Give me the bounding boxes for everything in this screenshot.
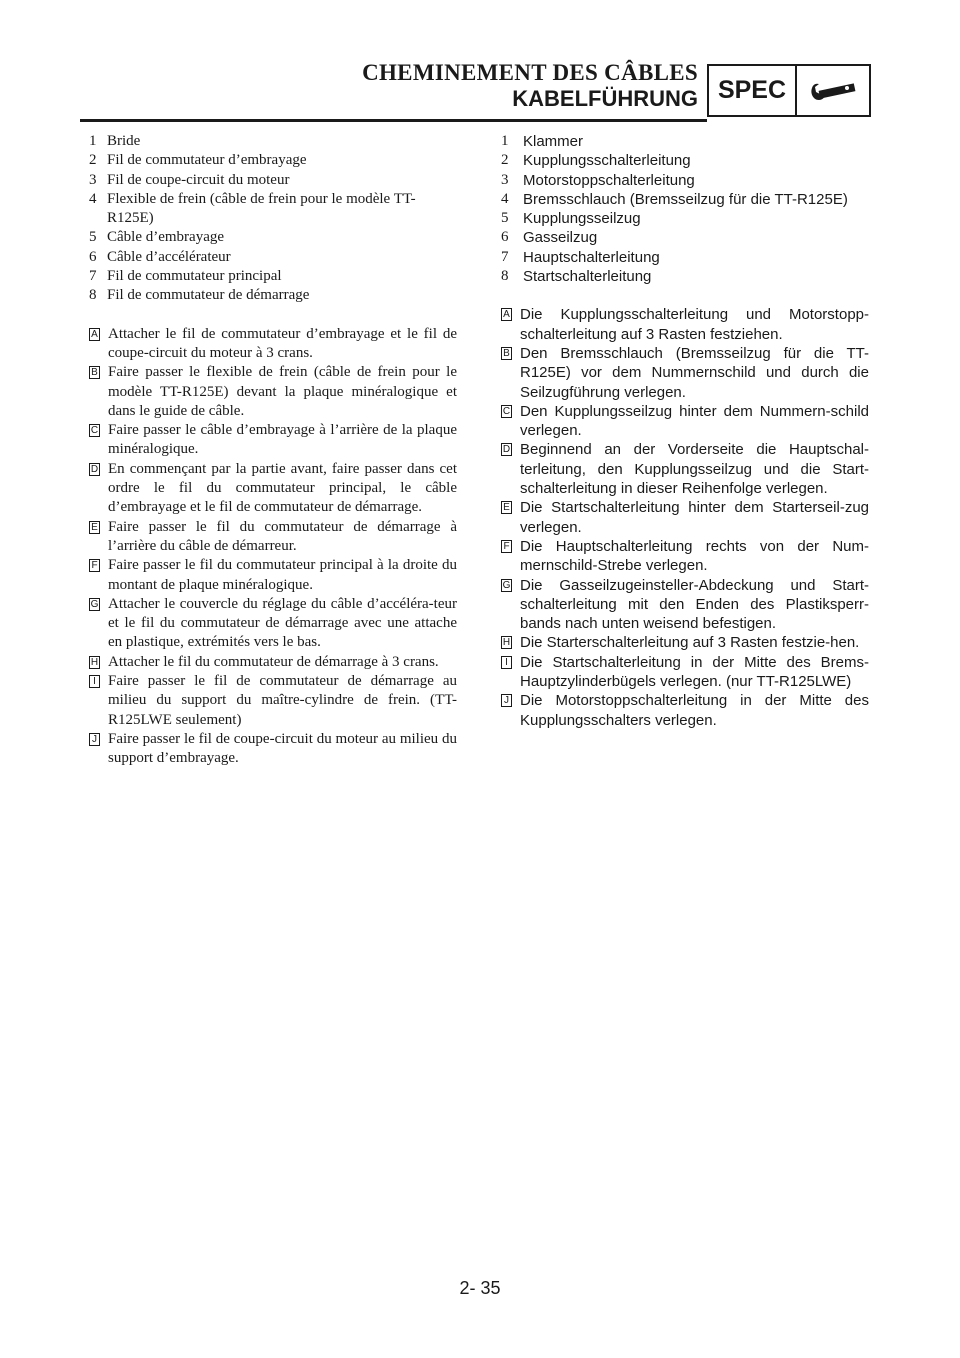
list-item: 8 Fil de commutateur de démarrage — [89, 287, 310, 304]
letter-badge: J — [89, 733, 100, 746]
letter-badge: C — [90, 425, 99, 437]
list-item: 2 Fil de commutateur d’embrayage — [89, 152, 307, 169]
list-item: 1 Bride — [89, 133, 141, 149]
letter-badge: G — [502, 579, 511, 591]
list-item: 3 Motorstoppschalterleitung — [501, 171, 695, 189]
french-parts-list — [89, 132, 457, 306]
letter-badge: F — [89, 559, 100, 572]
letter-badge: J — [501, 694, 512, 707]
letter-badge: H — [502, 637, 511, 649]
letter-badge: I — [501, 656, 512, 669]
french-notes — [89, 325, 457, 769]
list-item: 4 Flexible de frein (câble de frein pour le modèle TT-R125E) — [89, 190, 416, 227]
note-item: B Den Bremsschlauch (Bremsseilzug für die TT-R125E) vor dem Nummernschild und durch die Seilzugführung verlegen. — [501, 344, 869, 402]
list-item: 1 Klammer — [501, 133, 584, 150]
note-item: G Attacher le couvercle du réglage du câble d’accéléra-teur et le fil du commutateur de démarrage avec une attache en plastique, extrémités vers le bas. — [90, 595, 457, 651]
section-title-german: KABELFÜHRUNG — [512, 86, 698, 111]
wrench-icon — [797, 66, 869, 115]
note-item: E Faire passer le fil du commutateur de démarrage à l’arrière du câble de démarreur. — [89, 518, 457, 557]
list-item: 5 Câble d’embrayage — [89, 229, 225, 246]
german-column — [501, 132, 869, 730]
letter-badge: G — [90, 598, 99, 610]
note-item: J Faire passer le fil de coupe-circuit du moteur au milieu du support d’embrayage. — [89, 730, 457, 769]
list-item: 2 Kupplungsschalterleitung — [501, 152, 691, 170]
note-item: D En commençant par la partie avant, faire passer dans cet ordre le fil du commutateur principal, le câble d’embrayage et le fil de commutateur de démarrage. — [90, 460, 457, 516]
note-item: E Die Startschalterleitung hinter dem Starterseil-zug verlegen. — [501, 498, 869, 537]
note-item: I Faire passer le fil de commutateur de démarrage au milieu du support du maître-cylindre de frein. (TT-R125LWE seulement) — [89, 672, 457, 730]
note-item: C Faire passer le câble d’embrayage à l’arrière de la plaque minéralogique. — [90, 422, 457, 458]
letter-badge: H — [90, 656, 99, 668]
list-item: 5 Kupplungsseilzug — [501, 210, 641, 228]
note-item: B Faire passer le flexible de frein (câble de frein pour le modèle TT-R125E) devant la plaque minéralogique et dans le guide de câble. — [89, 363, 457, 421]
spec-label: SPEC — [709, 66, 797, 115]
note-item: F Die Hauptschalterleitung rechts von der Num-mernschild-Strebe verlegen. — [501, 537, 869, 576]
list-item: 6 Gasseilzug — [501, 229, 598, 247]
spec-badge — [707, 64, 871, 117]
letter-badge: C — [502, 405, 511, 417]
german-parts-list — [501, 132, 869, 286]
letter-badge: F — [501, 540, 512, 553]
letter-badge: E — [501, 501, 512, 514]
letter-badge: A — [89, 328, 100, 341]
german-notes — [501, 305, 869, 730]
note-item: C Den Kupplungsseilzug hinter dem Nummern-schild verlegen. — [502, 402, 869, 440]
letter-badge: E — [89, 521, 100, 534]
note-item: J Die Motorstoppschalterleitung in der Mitte des Kupplungsschalters verlegen. — [501, 691, 869, 730]
letter-badge: D — [502, 444, 511, 456]
french-column — [89, 132, 457, 769]
list-item: 6 Câble d’accélérateur — [89, 248, 231, 265]
list-item: 4 Bremsschlauch (Bremsseilzug für die TT-R125E) — [501, 190, 848, 208]
letter-badge: I — [89, 675, 100, 688]
note-item: H Attacher le fil du commutateur de démarrage à 3 crans. — [90, 653, 439, 670]
note-item: F Faire passer le fil du commutateur principal à la droite du montant de plaque minéralogique. — [89, 556, 457, 595]
list-item: 8 Startschalterleitung — [501, 268, 652, 286]
note-item: A Die Kupplungsschalterleitung und Motorstopp-schalterleitung auf 3 Rasten festziehen. — [501, 305, 869, 344]
list-item: 3 Fil de coupe-circuit du moteur — [89, 171, 290, 188]
list-item: 7 Fil de commutateur principal — [89, 268, 282, 285]
note-item: G Die Gasseilzugeinsteller-Abdeckung und Start-schalterleitung mit den Enden des Plastiksperr-bands nach unten weisend befestigen. — [502, 576, 869, 633]
note-item: H Die Starterschalterleitung auf 3 Rasten festzie-hen. — [502, 634, 860, 652]
note-item: I Die Startschalterleitung in der Mitte des Brems-Hauptzylinderbügels verlegen. (nur TT-R125LWE) — [501, 653, 869, 692]
letter-badge: B — [89, 366, 100, 379]
letter-badge: B — [501, 347, 512, 360]
note-item: A Attacher le fil de commutateur d’embrayage et le fil de coupe-circuit du moteur à 3 crans. — [89, 325, 457, 364]
header-rule — [80, 119, 707, 122]
note-item: D Beginnend an der Vorderseite die Hauptschal-terleitung, den Kupplungsseilzug und die Start-schalterleitung in dieser Reihenfolge verlegen. — [502, 441, 869, 498]
letter-badge: A — [501, 308, 512, 321]
page-number: 2- 35 — [459, 1278, 501, 1298]
section-title-french: CHEMINEMENT DES CÂBLES — [362, 60, 698, 85]
list-item: 7 Hauptschalterleitung — [501, 248, 660, 266]
letter-badge: D — [90, 463, 99, 475]
